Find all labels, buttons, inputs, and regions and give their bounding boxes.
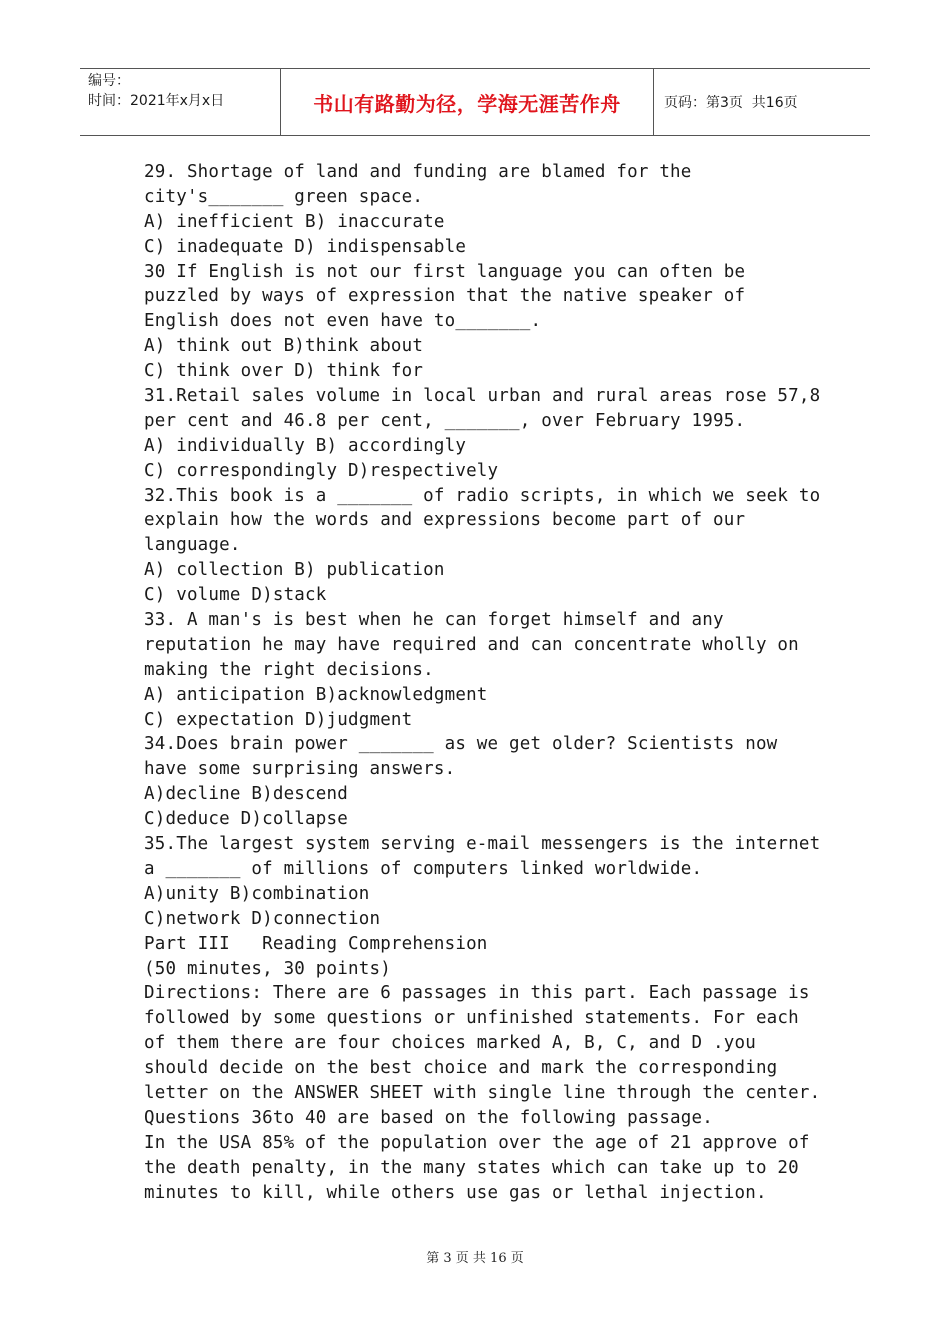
text-line: Part III Reading Comprehension <box>144 933 488 954</box>
text-line: In the USA 85% of the population over the age of 21 approve of <box>144 1132 810 1153</box>
header-page-info: 页码：第3页 共16页 <box>664 95 798 111</box>
text-line: should decide on the best choice and mark the corresponding <box>144 1058 778 1079</box>
text-line: A) anticipation B)acknowledgment <box>144 684 488 705</box>
document-time-label: 时间：2021年x月x日 <box>88 93 225 109</box>
text-line: 29. Shortage of land and funding are blamed for the <box>144 162 692 182</box>
text-line: A) inefficient B) inaccurate <box>144 211 445 232</box>
text-line: C)deduce D)collapse <box>144 809 348 830</box>
text-line: C) expectation D)judgment <box>144 709 413 730</box>
footer-page-number: 第 3 页 共 16 页 <box>426 1251 524 1266</box>
text-line: A)unity B)combination <box>144 883 370 904</box>
header-motto: 书山有路勤为径，学海无涯苦作舟 <box>313 91 621 116</box>
text-line: C) inadequate D) indispensable <box>144 236 467 257</box>
text-line: making the right decisions. <box>144 659 434 680</box>
header-motto-cell <box>281 69 654 135</box>
text-line: a _______ of millions of computers linked worldwide. <box>144 858 703 879</box>
text-line: per cent and 46.8 per cent, _______, over February 1995. <box>144 410 746 431</box>
text-line: English does not even have to_______. <box>144 311 542 332</box>
page-footer <box>0 1247 950 1266</box>
text-line: 33. A man's is best when he can forget himself and any <box>144 610 724 631</box>
text-line: Questions 36to 40 are based on the following passage. <box>144 1107 714 1128</box>
text-line: followed by some questions or unfinished statements. For each <box>144 1008 799 1029</box>
document-number-label: 编号： <box>88 73 130 89</box>
text-line: city's_______ green space. <box>144 186 424 207</box>
text-line: letter on the ANSWER SHEET with single line through the center. <box>144 1082 821 1103</box>
text-line: 35.The largest system serving e-mail messengers is the internet <box>144 834 821 855</box>
text-line: 32.This book is a _______ of radio scripts, in which we seek to <box>144 485 821 506</box>
text-line: C) correspondingly D)respectively <box>144 460 499 481</box>
text-line: 34.Does brain power _______ as we get older? Scientists now <box>144 734 778 755</box>
text-line: Directions: There are 6 passages in this part. Each passage is <box>144 983 810 1004</box>
text-line: minutes to kill, while others use gas or lethal injection. <box>144 1182 767 1203</box>
text-line: 31.Retail sales volume in local urban and rural areas rose 57,8 <box>144 386 821 407</box>
text-line: A) collection B) publication <box>144 560 445 581</box>
text-line: puzzled by ways of expression that the native speaker of <box>144 286 746 307</box>
text-line: explain how the words and expressions become part of our <box>144 510 746 531</box>
header-page-cell <box>654 69 870 135</box>
text-line: reputation he may have required and can concentrate wholly on <box>144 634 799 655</box>
text-line: of them there are four choices marked A, B, C, and D .you <box>144 1033 756 1054</box>
document-body <box>144 160 824 1205</box>
text-line: A)decline B)descend <box>144 784 348 805</box>
text-line: A) think out B)think about <box>144 336 424 357</box>
text-line: A) individually B) accordingly <box>144 435 467 456</box>
page-header <box>80 68 870 136</box>
text-line: 30 If English is not our first language you can often be <box>144 261 746 282</box>
text-line: language. <box>144 535 241 556</box>
header-meta-cell <box>80 69 281 135</box>
text-line: C) think over D) think for <box>144 361 424 382</box>
text-line: C) volume D)stack <box>144 585 327 606</box>
text-line: have some surprising answers. <box>144 759 456 780</box>
text-line: the death penalty, in the many states which can take up to 20 <box>144 1157 799 1178</box>
text-line: C)network D)connection <box>144 908 381 929</box>
text-line: (50 minutes, 30 points) <box>144 958 391 979</box>
